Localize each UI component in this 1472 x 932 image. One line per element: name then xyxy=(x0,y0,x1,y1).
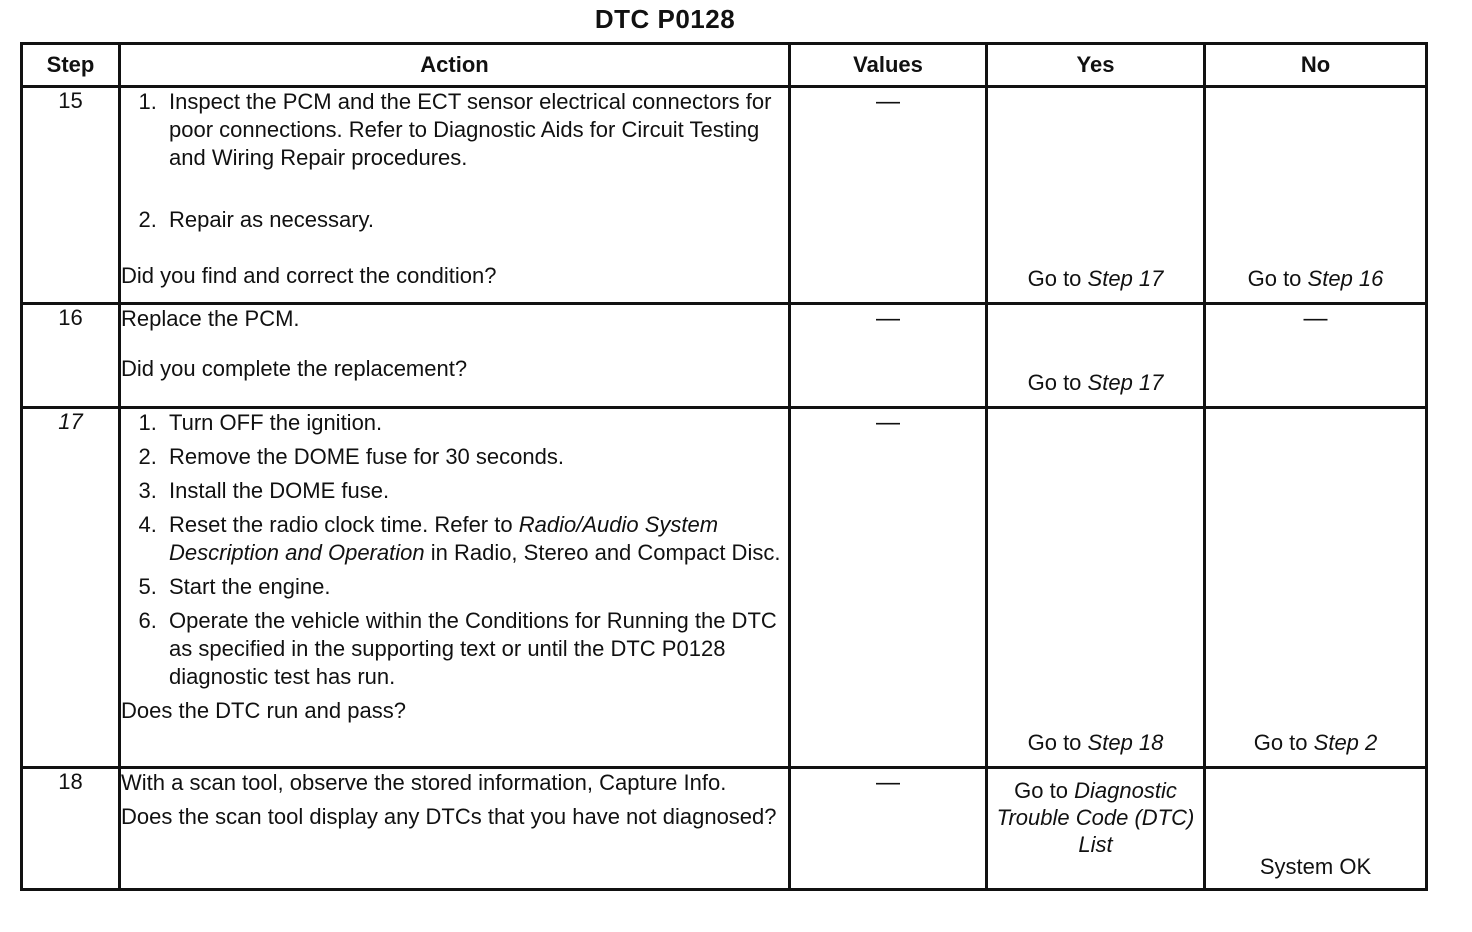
yes-cell xyxy=(987,408,1205,768)
table-row xyxy=(22,768,1427,890)
action-list xyxy=(121,88,788,234)
step-number: 15 xyxy=(22,87,120,304)
action-cell xyxy=(120,87,790,304)
page-title: DTC P0128 xyxy=(594,4,736,34)
go-to-label: Go to xyxy=(1027,370,1082,395)
action-question: Did you complete the replacement? xyxy=(121,356,468,381)
step-reference: Step 18 xyxy=(1087,730,1164,755)
step-number: 18 xyxy=(22,768,120,890)
table-row xyxy=(22,304,1427,408)
no-cell: — xyxy=(1205,304,1427,408)
header-step: Step xyxy=(22,44,120,87)
action-list xyxy=(121,409,788,691)
header-yes: Yes xyxy=(987,44,1205,87)
item-text: Reset the radio clock time. Refer to xyxy=(169,512,513,537)
list-item: 6. Operate the vehicle within the Conditions for Running the DTC as specified in the supporting text or until the DTC P0128 diagnostic test has run. xyxy=(163,607,788,691)
go-to-label: Go to xyxy=(1014,778,1068,803)
dtc-list-reference: Diagnostic Trouble Code (DTC) List xyxy=(996,778,1195,857)
header-values: Values xyxy=(790,44,987,87)
list-item: 3. Install the DOME fuse. xyxy=(163,477,788,505)
list-item: 1. Inspect the PCM and the ECT sensor electrical connectors for poor connections. Refer to Diagnostic Aids for Circuit Testing and Wiring Repair procedures. xyxy=(163,88,788,172)
yes-link[interactable] xyxy=(988,370,1203,396)
item-text: in Radio, Stereo and Compact Disc. xyxy=(430,540,781,565)
list-item: 5. Start the engine. xyxy=(163,573,788,601)
list-item: 1. Turn OFF the ignition. xyxy=(163,409,788,437)
yes-cell xyxy=(987,304,1205,408)
action-text: With a scan tool, observe the stored information, Capture Info. xyxy=(121,770,727,795)
go-to-label: Go to xyxy=(1253,730,1308,755)
action-question: Did you find and correct the condition? xyxy=(121,263,497,288)
system-ok-text: System OK xyxy=(1259,854,1372,879)
no-cell xyxy=(1205,87,1427,304)
step-number: 17 xyxy=(22,408,120,768)
yes-cell xyxy=(987,87,1205,304)
action-cell xyxy=(120,304,790,408)
action-question: Does the DTC run and pass? xyxy=(121,698,406,723)
list-item xyxy=(163,511,788,567)
document-reference: Radio/Audio System Description and Operation xyxy=(169,512,719,565)
header-row xyxy=(22,44,1427,87)
values-cell: — xyxy=(790,408,987,768)
action-text: Replace the PCM. xyxy=(121,306,300,331)
yes-link[interactable] xyxy=(988,266,1203,292)
step-number: 16 xyxy=(22,304,120,408)
values-cell: — xyxy=(790,87,987,304)
list-item: 2. Remove the DOME fuse for 30 seconds. xyxy=(163,443,788,471)
values-cell: — xyxy=(790,768,987,890)
action-cell xyxy=(120,408,790,768)
no-link[interactable] xyxy=(1206,730,1425,756)
dtc-table xyxy=(20,42,1428,891)
go-to-label: Go to xyxy=(1027,730,1082,755)
go-to-label: Go to xyxy=(1027,266,1082,291)
action-question: Does the scan tool display any DTCs that you have not diagnosed? xyxy=(121,804,777,829)
yes-link[interactable] xyxy=(988,777,1203,858)
yes-link[interactable] xyxy=(988,730,1203,756)
header-action: Action xyxy=(120,44,790,87)
step-reference: Step 16 xyxy=(1307,266,1384,291)
step-reference: Step 17 xyxy=(1087,266,1164,291)
list-item: 2. Repair as necessary. xyxy=(163,206,788,234)
go-to-label: Go to xyxy=(1247,266,1302,291)
values-cell: — xyxy=(790,304,987,408)
action-cell xyxy=(120,768,790,890)
no-cell xyxy=(1205,768,1427,890)
no-link[interactable] xyxy=(1206,266,1425,292)
table-row xyxy=(22,408,1427,768)
step-reference: Step 2 xyxy=(1313,730,1378,755)
no-cell xyxy=(1205,408,1427,768)
yes-cell xyxy=(987,768,1205,890)
step-reference: Step 17 xyxy=(1087,370,1164,395)
table-row xyxy=(22,87,1427,304)
header-no: No xyxy=(1205,44,1427,87)
